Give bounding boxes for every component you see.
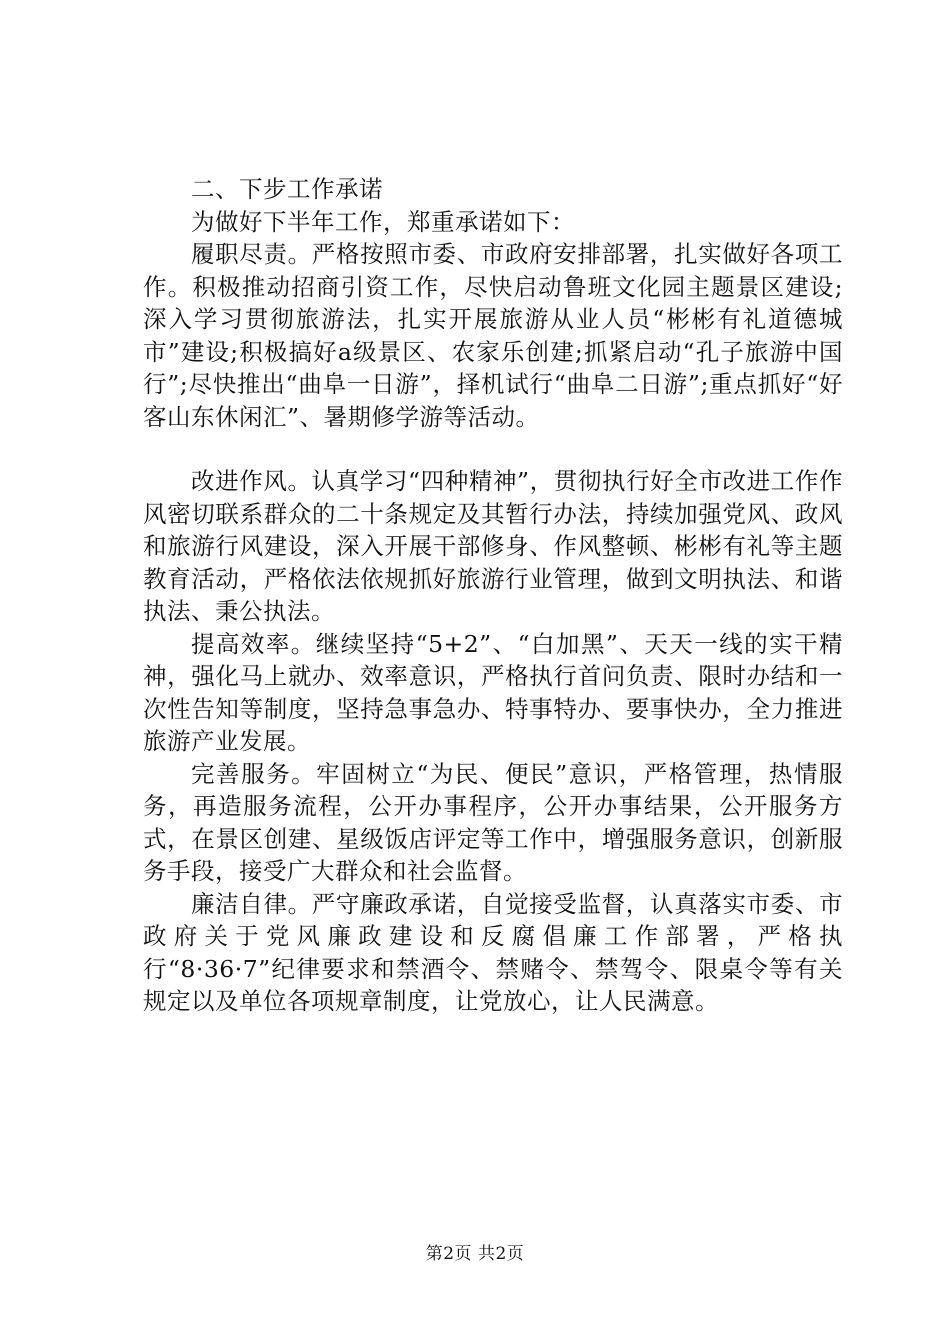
paragraph-service: 完善服务。牢固树立“为民、便民”意识，严格管理，热情服务，再造服务流程，公开办事程序，公开办事结果，公开服务方式，在景区创建、星级饭店评定等工作中，增强服务意识，创新服务手段，接受广大群众和社会监督。 xyxy=(143,759,843,885)
paragraph-integrity: 廉洁自律。严守廉政承诺，自觉接受监督，认真落实市委、市政府关于党风廉政建设和反腐倡廉工作部署，严格执行“8·36·7”纪律要求和禁酒令、禁赌令、禁驾令、限桌令等有关规定以及单位各项规章制度，让党放心，让人民满意。 xyxy=(143,889,843,1015)
section-heading: 二、下步工作承诺 xyxy=(191,175,383,203)
paragraph-duty: 履职尽责。严格按照市委、市政府安排部署，扎实做好各项工作。积极推动招商引资工作，尽快启动鲁班文化园主题景区建设;深入学习贯彻旅游法，扎实开展旅游从业人员“彬彬有礼道德城市”建设;积极搞好a级景区、农家乐创建;抓紧启动“孔子旅游中国行”;尽快推出“曲阜一日游”，择机试行“曲阜二日游”;重点抓好“好客山东休闲汇”、暑期修学游等活动。 xyxy=(143,240,843,431)
page-footer xyxy=(0,1243,950,1265)
intro-paragraph: 为做好下半年工作，郑重承诺如下： xyxy=(191,207,575,236)
page-number: 第2页 共2页 xyxy=(425,1244,525,1264)
paragraph-style: 改进作风。认真学习“四种精神”，贯彻执行好全市改进工作作风密切联系群众的二十条规定及其暂行办法，持续加强党风、政风和旅游行风建设，深入开展干部修身、作风整顿、彬彬有礼等主题教育活动，严格依法依规抓好旅游行业管理，做到文明执法、和谐执法、秉公执法。 xyxy=(143,467,843,625)
document-body xyxy=(143,173,843,1018)
paragraph-efficiency: 提高效率。继续坚持“5+2”、“白加黑”、天天一线的实干精神，强化马上就办、效率意识，严格执行首问负责、限时办结和一次性告知等制度，坚持急事急办、特事特办、要事快办，全力推进旅游产业发展。 xyxy=(143,629,843,755)
